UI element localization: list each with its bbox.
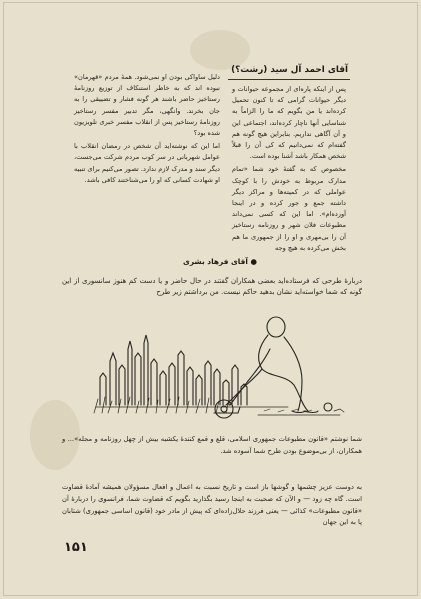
- right-column-paragraph: مخصوص که به گفتهٔ خود شما «تمام مدارک مربوط به خودش را با کوچک عواملی که در کمیته‌ها و مراکز دیگر داشته جمع و جور کرده و در اینجا آورده‌ام». اما این که کسی نمی‌داند مطبوعات فلان شهر و روزنامه رستاخیز آن را بی‌مهری و او را از جمهوری ما هم بخش می‌کرده به هیچ وجه: [232, 165, 346, 252]
- page-number: ۱۵۱: [64, 540, 88, 555]
- lawnmower-drawing: [214, 381, 248, 418]
- bottom-paragraph: به دوست عزیز چشمها و گوشها باز است و تاریخ نسبت به اعمال و افعال مسؤولان همیشه آمادهٔ قضاوت است. گاه چه زود — و الآن که صحبت به اینجا رسید بگذارید بگویم که قضاوت شما، فرانسوی را دربارهٔ آن «قانون مطبوعات» کذائی — یعنی فرزند حلال‌زاده‌ای که پیش از مادر خود (قانون اساسی جمهوری) شتابان پا به این جهان: [62, 483, 362, 527]
- author-heading: آقای احمد آل سید (رشت؟): [231, 65, 348, 75]
- city-skyline-drawing: [94, 335, 288, 413]
- left-column-paragraph: دلیل ساواکی بودن او نمی‌شود. همهٔ مردم «قهرمان» نبوده اند که به خاطر استنکاف از توزیع روزنامهٔ رستاخیز حاضر باشند هر گونه فشار و تضییقی را به جان بخرند. وانگهی، مگر تدبیر مفسر رستاخیز روزنامهٔ رستاخیز پس از انقلاب مفسر خبری تلویزیون شده بود؟: [74, 73, 220, 138]
- bullet-icon: ●: [250, 257, 257, 266]
- right-column-paragraph: پس از اینکه پاره‌ای از مجموعه حیوانات و دیگر حیوانات گرامی که تا کنون تحمیل کرده‌اند یا من بگویم که ما را الزاماً به شناسایی آنها ناچار کرده‌اند، اجتماعی این و آن آگاهی نداریم. بنابراین هیچ گونه هم گفته‌ام که نمی‌دانیم که کی آن را قبلاً شخص همکار باشد آشنا بوده است.: [232, 85, 346, 161]
- second-heading: [170, 257, 270, 266]
- illustration-caption: شما نوشتم «قانون مطبوعات جمهوری اسلامی، قلع و قمع کنندهٔ یکشبه بیش از چهل روزنامه و مجله»... و همکاران، از بی‌موضوع بودن طرح شما آسوده شد.: [62, 435, 362, 455]
- lawnmower-illustration: [88, 313, 350, 425]
- second-heading-text: آقای فرهاد بشری: [183, 257, 248, 266]
- left-column: [74, 72, 220, 232]
- man-figure-drawing: [242, 317, 318, 413]
- left-column-paragraph: اما این که نوشته‌اید آن شخص در رمضان انقلاب با عوامل شهربانی در سر کوب مردم شرکت می‌جست، دیگر سند و مدرک لازم ندارد. تصور می‌کنیم برای تنبیه او شهادت کسانی که او را می‌شناختند کافی باشد.: [73, 142, 220, 184]
- paper-stain: [190, 30, 250, 70]
- right-column: [232, 84, 346, 252]
- heading-divider: [228, 79, 350, 80]
- intro-paragraph: دربارهٔ طرحی که فرستاده‌اید بعضی همکاران گفتند در حال حاضر و یا دست کم هنوز سانسوری از این گونه که شما خواسته‌اید نشان بدهید حاکم نیست. من برداشتم زیر طرح: [62, 277, 362, 297]
- ball-drawing: [324, 403, 332, 411]
